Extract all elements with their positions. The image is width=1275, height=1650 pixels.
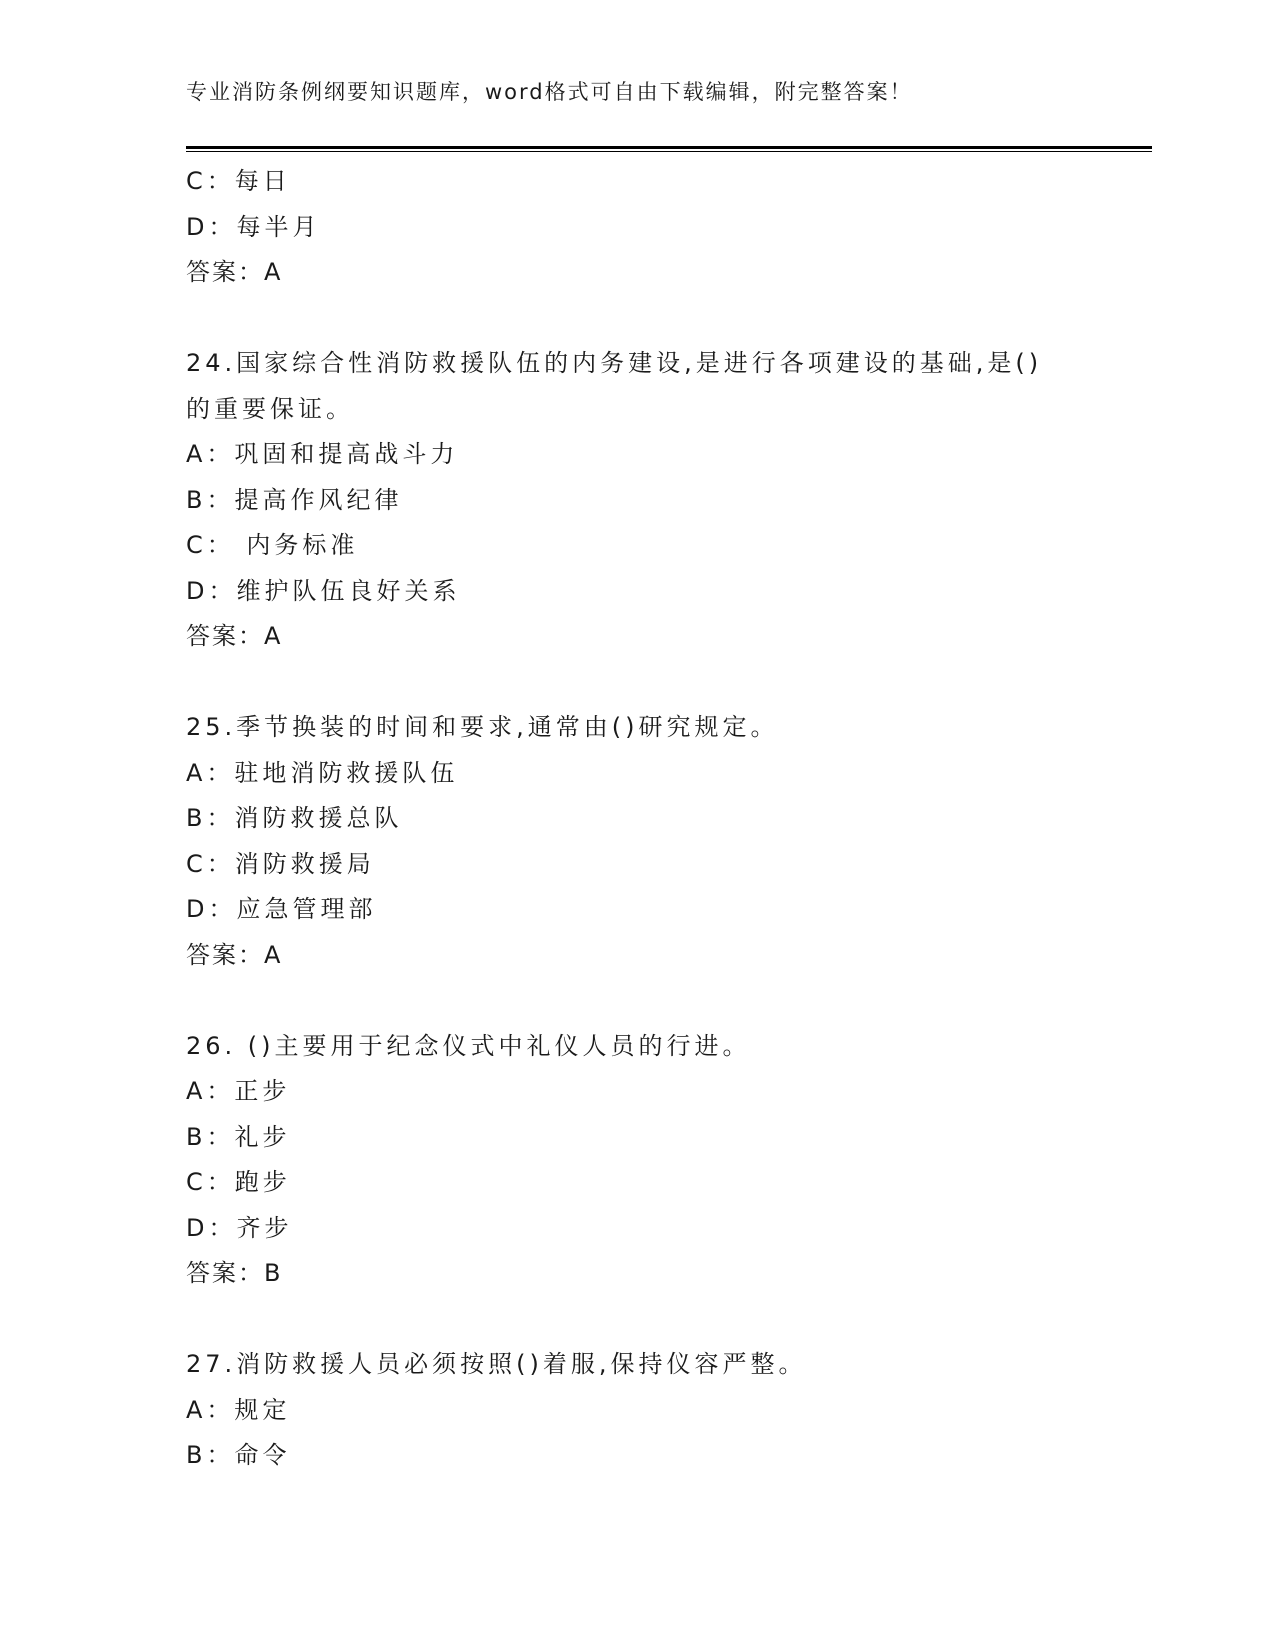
answer-value: A [264, 258, 281, 286]
option-text: C：每日 [186, 167, 291, 195]
header-rule-thin [186, 151, 1152, 152]
answer-line [186, 614, 1086, 660]
option-text: B：命令 [186, 1441, 291, 1469]
question-text: 26. ()主要用于纪念仪式中礼仪人员的行进。 [186, 1031, 751, 1060]
question-text: 24.国家综合性消防救援队伍的内务建设,是进行各项建设的基础,是() [186, 349, 1043, 377]
option-text: B：消防救援总队 [186, 804, 403, 832]
answer-line [186, 250, 1086, 296]
answer-label: 答案： [186, 258, 264, 286]
header-rule-thick [186, 146, 1152, 149]
option-text: D：应急管理部 [186, 895, 377, 923]
option-text: C：消防救援局 [186, 849, 375, 878]
block-spacer [186, 978, 1086, 1024]
option-text: B：提高作风纪律 [186, 485, 403, 514]
answer-label: 答案： [186, 622, 264, 650]
option-text: D：维护队伍良好关系 [186, 576, 461, 605]
option-text: C：跑步 [186, 1168, 291, 1196]
option-text: D：每半月 [186, 212, 321, 241]
page-header: 专业消防条例纲要知识题库，word格式可自由下载编辑，附完整答案！ [186, 80, 913, 104]
block-spacer [186, 1297, 1086, 1343]
option-text: B：礼步 [186, 1122, 291, 1151]
answer-value: A [264, 622, 281, 650]
block-spacer [186, 660, 1086, 706]
question-list [186, 159, 1086, 1479]
answer-label: 答案： [186, 1259, 264, 1287]
answer-value: B [264, 1259, 281, 1287]
option-text: A：规定 [186, 1395, 291, 1424]
option-text: C： 内务标准 [186, 531, 359, 559]
question-text: 27.消防救援人员必须按照()着服,保持仪容严整。 [186, 1350, 807, 1378]
option-text: D：齐步 [186, 1213, 293, 1242]
question-text: 的重要保证。 [186, 394, 354, 423]
option-text: A：驻地消防救援队伍 [186, 758, 459, 787]
answer-label: 答案： [186, 940, 264, 969]
option-text: A：巩固和提高战斗力 [186, 440, 459, 468]
answer-line [186, 1251, 1086, 1297]
answer-line [186, 933, 1086, 979]
question-text: 25.季节换装的时间和要求,通常由()研究规定。 [186, 713, 779, 741]
option-text: A：正步 [186, 1077, 291, 1105]
answer-value: A [264, 940, 281, 969]
block-spacer [186, 296, 1086, 342]
